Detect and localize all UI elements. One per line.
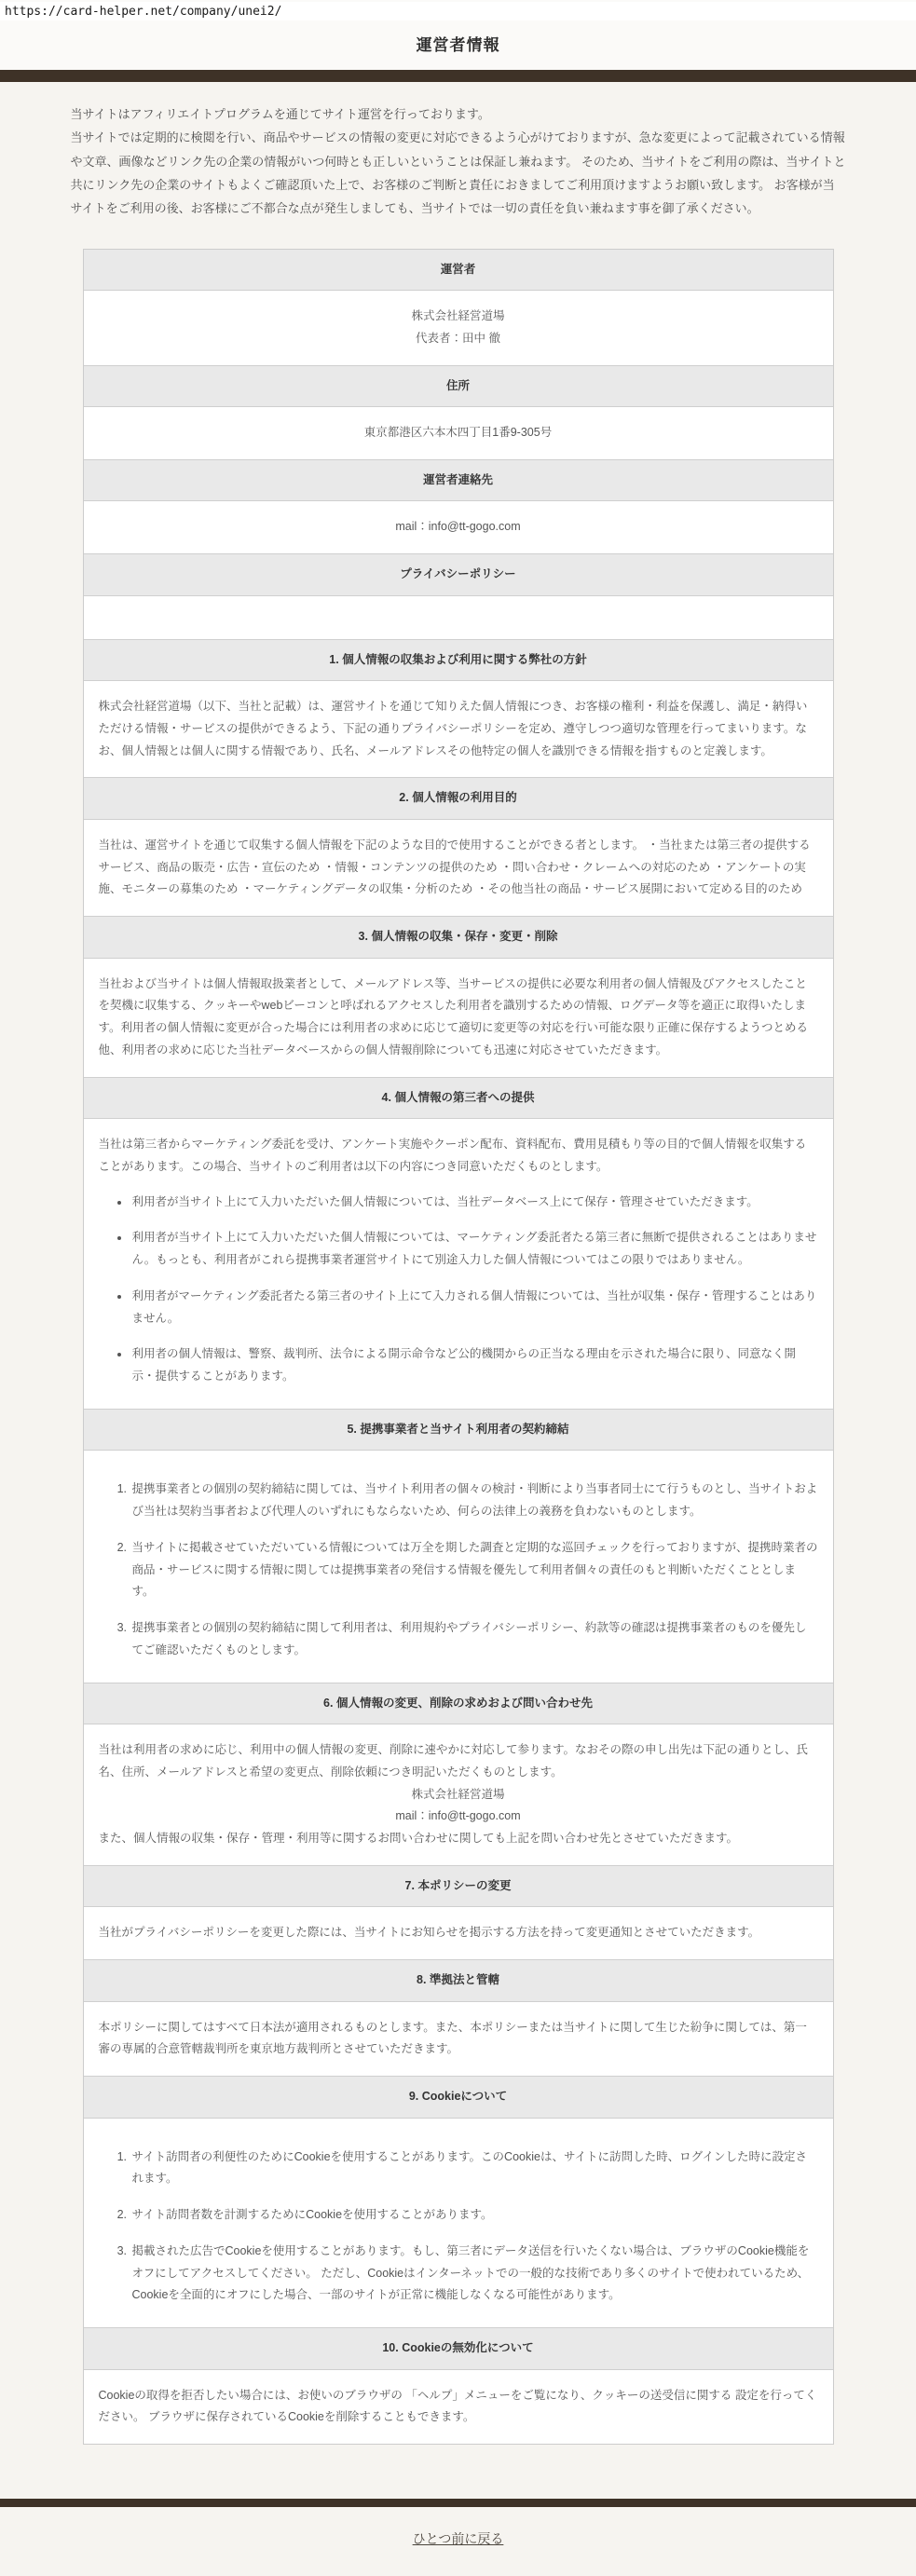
table-section-header: 2. 個人情報の利用目的 bbox=[84, 778, 833, 820]
back-link[interactable]: ひとつ前に戻る bbox=[412, 2531, 504, 2547]
section-center-line: mail：info@tt-gogo.com bbox=[395, 1809, 521, 1823]
table-section-header: 7. 本ポリシーの変更 bbox=[84, 1866, 833, 1908]
table-section-header: 運営者 bbox=[84, 250, 833, 292]
table-section-header: 8. 準拠法と管轄 bbox=[84, 1960, 833, 2002]
section-center-line: 代表者：田中 徹 bbox=[416, 331, 500, 345]
list-item: 3. 掲載された広告でCookieを使用することがあります。もし、第三者にデータ送信を行いたくない場合は、ブラウザのCookie機能をオフにしてアクセスしてください。 ただし、Cookieはインターネットでの一般的な技術であり多くのサイトで使われているため、Cookieを全面的にオフにした場合、一部のサイトが正常に機能しなくなる可能性があります。 bbox=[130, 2241, 818, 2307]
table-section-header: 住所 bbox=[84, 366, 833, 408]
section-center-line: 株式会社経営道場 bbox=[411, 309, 505, 323]
intro-line-2: 当サイトでは定期的に検閲を行い、商品やサービスの情報の変更に対応できるよう心がけておりますが、急な変更によって記載されている情報や文章、画像などリンク先の企業の情報がいつ何時とも正しいということは保証し兼ねます。 そのため、当サイトをご利用の際は、当サイトと共にリンク先の企業のサイトもよくご確認頂いた上で、お客様のご判断と責任におきましてご利用頂けますようお願い致します。 お客様が当サイトをご利用の後、お客様にご不都合な点が発生しましても、当サイトでは一切の責任を負い兼ねます事を御了承ください。 bbox=[70, 130, 846, 216]
list-item: 2. 当サイトに掲載させていただいている情報については万全を期した調査と定期的な巡回チェックを行っておりますが、提携時業者の商品・サービスに関する情報に関しては提携事業者の発信する情報を優先して利用者個々の責任のもと判断いただくこととします。 bbox=[130, 1537, 818, 1603]
table-section-body bbox=[84, 2119, 833, 2329]
list-item: • 利用者の個人情報は、警察、裁判所、法令による開示命令など公的機関からの正当なる理由を示された場合に限り、同意なく開示・提供することがあります。 bbox=[130, 1343, 818, 1388]
table-section-body bbox=[84, 596, 833, 640]
table-section-header: 5. 提携事業者と当サイト利用者の契約締結 bbox=[84, 1410, 833, 1452]
section-numbered-list bbox=[99, 2147, 818, 2308]
list-item: 2. サイト訪問者数を計測するためにCookieを使用することがあります。 bbox=[130, 2204, 818, 2227]
table-section-header: 10. Cookieの無効化について bbox=[84, 2328, 833, 2370]
table-section-header: プライバシーポリシー bbox=[84, 554, 833, 596]
section-center-line: mail：info@tt-gogo.com bbox=[395, 520, 521, 534]
footer-link-wrap bbox=[0, 2507, 916, 2576]
list-item: 1. サイト訪問者の利便性のためにCookieを使用することがあります。このCookieは、サイトに訪問した時、ログインした時に設定されます。 bbox=[130, 2147, 818, 2191]
footer-divider-bar bbox=[0, 2499, 916, 2507]
table-section-body bbox=[84, 681, 833, 778]
table-section-header: 4. 個人情報の第三者への提供 bbox=[84, 1078, 833, 1120]
list-item: • 利用者が当サイト上にて入力いただいた個人情報については、当社データベース上にて保存・管理させていただきます。 bbox=[130, 1192, 818, 1214]
page-header bbox=[0, 0, 916, 70]
table-section-body bbox=[84, 501, 833, 554]
section-paragraph: また、個人情報の収集・保存・管理・利用等に関するお問い合わせに関しても上記を問い合わせ先とさせていただきます。 bbox=[98, 1832, 739, 1846]
section-center-line: 株式会社経営道場 bbox=[411, 1787, 505, 1801]
section-bullet-list bbox=[99, 1192, 818, 1388]
info-table bbox=[83, 249, 834, 2446]
table-section-body bbox=[84, 407, 833, 460]
section-paragraph: 当社がプライバシーポリシーを変更した際には、当サイトにお知らせを掲示する方法を持って変更通知とさせていただきます。 bbox=[98, 1926, 760, 1940]
table-section-body bbox=[84, 2002, 833, 2078]
table-section-header: 運営者連絡先 bbox=[84, 460, 833, 502]
page-footer bbox=[0, 2499, 916, 2576]
section-center-line bbox=[99, 611, 818, 624]
section-numbered-list bbox=[99, 1479, 818, 1661]
section-paragraph: 当社および当サイトは個人情報取扱業者として、メールアドレス等、当サービスの提供に必要な利用者の個人情報及びアクセスしたことを契機に収集する、クッキーやwebビーコンと呼ばれるアクセスした利用者を識別するための情報、ログデータ等を適正に取得いたします。利用者の個人情報に変更が合った場合には利用者の求めに応じて適切に変更等の対応を行い可能な限り正確に保存するようつとめる他、利用者の求めに応じた当社データベースからの個人情報削除についても迅速に対応させていただきます。 bbox=[98, 976, 809, 1056]
section-paragraph: 当社は、運営サイトを通じて収集する個人情報を下記のような目的で使用することができる者とします。 ・当社または第三者の提供するサービス、商品の販売・広告・宣伝のため ・情報・コンテンツの提供のため ・問い合わせ・クレームへの対応のため ・アンケートの実施、モニターの募集のため ・マーケティングデータの収集・分析のため ・その他当社の商品・サービス展開において定める目的のため bbox=[98, 838, 811, 896]
table-section-body bbox=[84, 2370, 833, 2445]
list-item: • 利用者がマーケティング委託者たる第三者のサイト上にて入力される個人情報については、当社が収集・保存・管理することはありません。 bbox=[130, 1286, 818, 1330]
intro-line-1: 当サイトはアフィリエイトプログラムを通じてサイト運営を行っております。 bbox=[70, 107, 490, 121]
table-section-body bbox=[84, 959, 833, 1078]
table-section-body bbox=[84, 1451, 833, 1683]
table-section-header: 1. 個人情報の収集および利用に関する弊社の方針 bbox=[84, 640, 833, 682]
table-section-header: 9. Cookieについて bbox=[84, 2077, 833, 2119]
intro-paragraph bbox=[71, 102, 846, 221]
table-section-header: 6. 個人情報の変更、削除の求めおよび問い合わせ先 bbox=[84, 1683, 833, 1725]
section-center-line: 東京都港区六本木四丁目1番9-305号 bbox=[363, 426, 553, 440]
list-item: • 利用者が当サイト上にて入力いただいた個人情報については、マーケティング委託者たる第三者に無断で提供されることはありません。もっとも、利用者がこれら提携事業者運営サイトにて別途入力した個人情報についてはこの限りではありません。 bbox=[130, 1227, 818, 1272]
main-content bbox=[71, 82, 846, 2445]
table-section-body bbox=[84, 1724, 833, 1866]
top-divider-bar bbox=[0, 70, 916, 82]
section-paragraph: 株式会社経営道場（以下、当社と記載）は、運営サイトを通じて知りえた個人情報につき、お客様の権利・利益を保護し、満足・納得いただける情報・サービスの提供ができるよう、下記の通りプライバシーポリシーを定め、遵守しつつ適切な管理を行ってまいります。なお、個人情報とは個人に関する情報であり、氏名、メールアドレスその他特定の個人を識別できる情報を指すものと定義します。 bbox=[98, 700, 808, 757]
table-section-body bbox=[84, 291, 833, 366]
table-section-body bbox=[84, 1119, 833, 1410]
table-section-body bbox=[84, 1907, 833, 1960]
section-paragraph: Cookieの取得を拒否したい場合には、お使いのブラウザの 「ヘルプ」メニューをご覧になり、クッキーの送受信に関する 設定を行ってください。 ブラウザに保存されているCookieを削除することもできます。 bbox=[98, 2388, 817, 2424]
table-section-header: 3. 個人情報の収集・保存・変更・削除 bbox=[84, 917, 833, 959]
section-paragraph: 本ポリシーに関してはすべて日本法が適用されるものとします。また、本ポリシーまたは当サイトに関して生じた紛争に関しては、第一審の専属的合意管轄裁判所を東京地方裁判所とさせていただきます。 bbox=[98, 2020, 807, 2056]
section-paragraph: 当社は利用者の求めに応じ、利用中の個人情報の変更、削除に速やかに対応して参ります。なおその際の申し出先は下記の通りとし、氏名、住所、メールアドレスと希望の変更点、削除依頼につき明記いただくものとします。 bbox=[98, 1743, 809, 1779]
list-item: 1. 提携事業者との個別の契約締結に関しては、当サイト利用者の個々の検討・判断により当事者同士にて行うものとし、当サイトおよび当社は契約当事者および代理人のいずれにもならないため、何らの法律上の義務を負わないものとします。 bbox=[130, 1479, 818, 1523]
page-title: 運営者情報 bbox=[416, 36, 500, 54]
section-paragraph: 当社は第三者からマーケティング委託を受け、アンケート実施やクーポン配布、資料配布、費用見積もり等の目的で個人情報を収集することがあります。この場合、当サイトのご利用者は以下の内容につき同意いただくものとします。 bbox=[98, 1138, 807, 1173]
list-item: 3. 提携事業者との個別の契約締結に関して利用者は、利用規約やプライバシーポリシー、約款等の確認は提携事業者のものを優先してご確認いただくものとします。 bbox=[130, 1617, 818, 1662]
table-section-body bbox=[84, 820, 833, 917]
url-caption: https://card-helper.net/company/unei2/ bbox=[0, 2, 916, 20]
